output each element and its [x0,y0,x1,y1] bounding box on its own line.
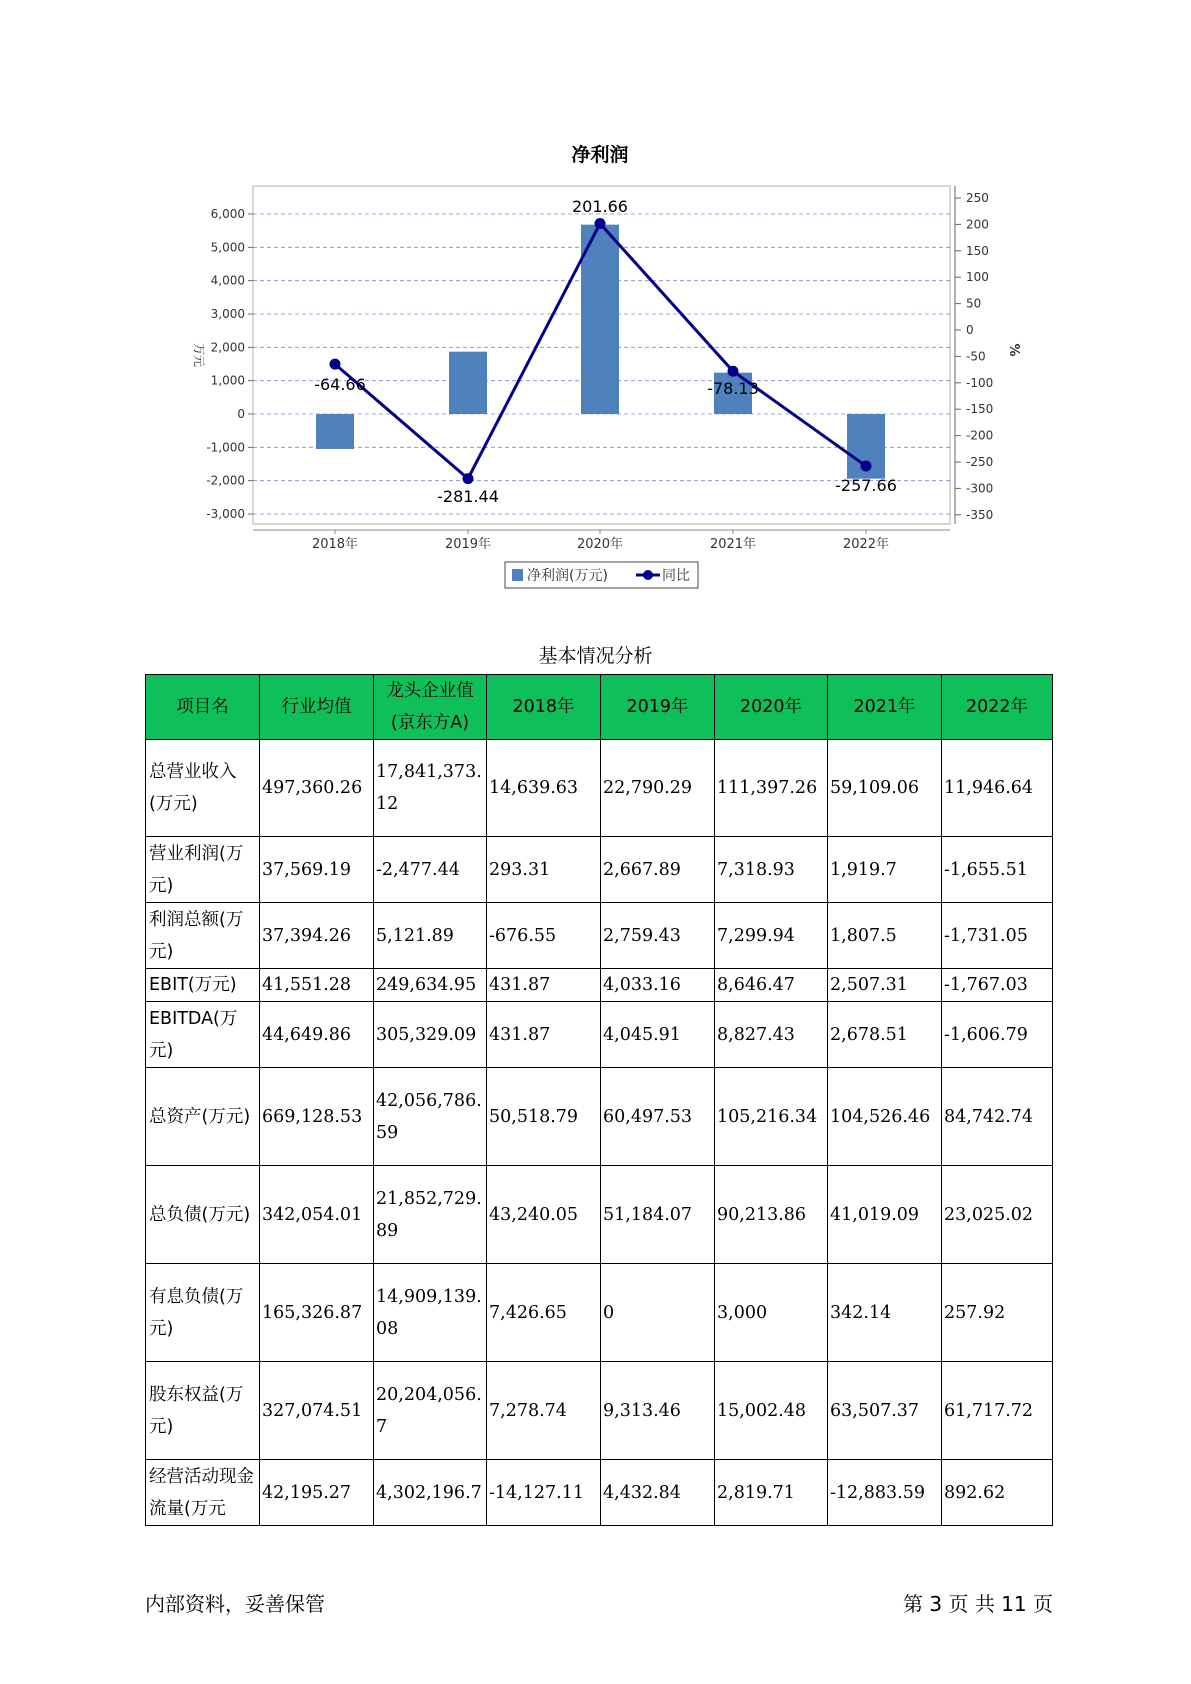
table-cell: 105,216.34 [715,1068,828,1166]
row-label: 有息负债(万元) [146,1264,260,1362]
table-row [146,903,1053,969]
table-cell: 342.14 [828,1264,942,1362]
bar [581,225,619,414]
table-row [146,1362,1053,1460]
row-label: 总资产(万元) [146,1068,260,1166]
table-cell: 51,184.07 [601,1166,715,1264]
table-cell: 41,551.28 [260,969,374,1002]
right-tick-label: 200 [966,217,989,232]
yoy-data-label: 201.66 [572,197,628,216]
left-tick-label: -2,000 [206,473,245,488]
footer-page-number: 第 3 页 共 11 页 [903,1592,1053,1616]
bar [449,352,487,414]
table-cell: 8,827.43 [715,1002,828,1068]
table-cell: 2,819.71 [715,1460,828,1526]
right-tick-label: -50 [966,349,986,364]
table-cell: 431.87 [487,969,601,1002]
table-cell: 7,426.65 [487,1264,601,1362]
table-cell: 892.62 [942,1460,1053,1526]
x-tick-label: 2018年 [311,537,359,552]
table-cell: 90,213.86 [715,1166,828,1264]
table-title: 基本情况分析 [538,645,653,667]
table-cell: 4,033.16 [601,969,715,1002]
x-tick-label: 2021年 [709,537,757,552]
table-cell: 20,204,056.7 [374,1362,487,1460]
left-tick-label: 3,000 [210,307,245,321]
right-tick-label: 250 [966,191,989,205]
row-label: 总营业收入(万元) [146,740,260,837]
table-cell: 4,432.84 [601,1460,715,1526]
table-header-row [146,675,1053,740]
table-cell: 59,109.06 [828,740,942,837]
table-cell: 2,507.31 [828,969,942,1002]
left-tick-label: 5,000 [210,240,245,255]
chart-svg [0,0,1191,600]
table-cell: 11,946.64 [942,740,1053,837]
row-label: 股东权益(万元) [146,1362,260,1460]
table-cell: 63,507.37 [828,1362,942,1460]
y-axis-label-right: % [1006,343,1021,357]
yoy-data-label: -64.66 [314,375,366,394]
table-cell: 1,919.7 [828,837,942,903]
table-row [146,837,1053,903]
table-cell: 14,639.63 [487,740,601,837]
table-row [146,1264,1053,1362]
table-cell: -1,655.51 [942,837,1053,903]
x-tick-label: 2019年 [444,537,492,552]
header-cell: 项目名 [146,675,260,740]
yoy-point [330,359,341,370]
table-row [146,1166,1053,1264]
table-cell: 44,649.86 [260,1002,374,1068]
table-cell: 305,329.09 [374,1002,487,1068]
table-cell: 21,852,729.89 [374,1166,487,1264]
table-cell: -12,883.59 [828,1460,942,1526]
table-cell: 15,002.48 [715,1362,828,1460]
table-cell: 43,240.05 [487,1166,601,1264]
table-cell: 2,759.43 [601,903,715,969]
header-cell: 2022年 [942,675,1053,740]
table-cell: 7,299.94 [715,903,828,969]
table-cell: 37,394.26 [260,903,374,969]
yoy-point [861,461,872,472]
table-cell: 37,569.19 [260,837,374,903]
legend-bar-label: 净利润(万元) [527,568,608,584]
left-tick-label: 0 [237,407,245,421]
table-cell: 1,807.5 [828,903,942,969]
table-cell: 7,278.74 [487,1362,601,1460]
table-cell: 3,000 [715,1264,828,1362]
table-cell: 431.87 [487,1002,601,1068]
right-tick-label: -350 [966,507,994,522]
header-cell: 行业均值 [260,675,374,740]
table-row [146,969,1053,1002]
header-cell: 龙头企业值(京东方A) [374,675,487,740]
right-tick-label: 0 [966,323,974,337]
table-row [146,740,1053,837]
table-cell: -1,731.05 [942,903,1053,969]
table-cell: 23,025.02 [942,1166,1053,1264]
table-cell: 22,790.29 [601,740,715,837]
right-tick-label: -100 [966,375,994,390]
y-axis-label-left: 万元 [192,342,206,368]
table-cell: 497,360.26 [260,740,374,837]
table-cell: 293.31 [487,837,601,903]
row-label: 总负债(万元) [146,1166,260,1264]
table-cell: -2,477.44 [374,837,487,903]
left-tick-label: 2,000 [210,340,245,355]
table-cell: -14,127.11 [487,1460,601,1526]
yoy-data-label: -281.44 [437,487,499,506]
table-cell: 4,045.91 [601,1002,715,1068]
table-cell: 2,678.51 [828,1002,942,1068]
table-cell: 104,526.46 [828,1068,942,1166]
header-cell: 2019年 [601,675,715,740]
table-cell: 327,074.51 [260,1362,374,1460]
table-cell: 257.92 [942,1264,1053,1362]
right-tick-label: -150 [966,402,994,417]
table-row [146,1002,1053,1068]
header-cell: 2021年 [828,675,942,740]
table-cell: 669,128.53 [260,1068,374,1166]
right-tick-label: 150 [966,243,989,258]
table-cell: 2,667.89 [601,837,715,903]
table-cell: 4,302,196.7 [374,1460,487,1526]
legend-bar-swatch [512,569,523,581]
yoy-point [463,473,474,484]
table-cell: 342,054.01 [260,1166,374,1264]
bar [316,414,354,449]
right-tick-label: 100 [966,270,989,285]
right-tick-label: -250 [966,455,994,469]
table-cell: -676.55 [487,903,601,969]
table-cell: 0 [601,1264,715,1362]
basic-analysis-table [145,674,1053,1526]
left-tick-label: 6,000 [210,207,245,221]
header-cell: 2018年 [487,675,601,740]
right-tick-label: 50 [966,296,982,311]
yoy-point [595,218,606,229]
table-cell: 61,717.72 [942,1362,1053,1460]
table-cell: 41,019.09 [828,1166,942,1264]
table-cell: 42,056,786.59 [374,1068,487,1166]
left-tick-label: -3,000 [206,507,245,521]
yoy-data-label: -78.13 [707,379,759,398]
left-tick-label: 1,000 [210,373,245,388]
table-cell: 9,313.46 [601,1362,715,1460]
row-label: EBITDA(万元) [146,1002,260,1068]
table-cell: 8,646.47 [715,969,828,1002]
row-label: 营业利润(万元) [146,837,260,903]
table-cell: 7,318.93 [715,837,828,903]
legend-line-label: 同比 [662,568,690,584]
net-profit-chart [0,0,1191,600]
table-cell: -1,767.03 [942,969,1053,1002]
legend-line-marker [643,570,653,580]
x-tick-label: 2020年 [576,537,624,552]
table-cell: 60,497.53 [601,1068,715,1166]
table-cell: 14,909,139.08 [374,1264,487,1362]
table-row [146,1460,1053,1526]
header-cell: 2020年 [715,675,828,740]
table-cell: 111,397.26 [715,740,828,837]
row-label: EBIT(万元) [146,969,260,1002]
table-cell: 5,121.89 [374,903,487,969]
left-tick-label: -1,000 [206,440,245,455]
table-cell: -1,606.79 [942,1002,1053,1068]
yoy-point [728,366,739,377]
row-label: 经营活动现金流量(万元 [146,1460,260,1526]
table-row [146,1068,1053,1166]
footer-confidential: 内部资料，妥善保管 [145,1592,325,1616]
left-tick-label: 4,000 [210,273,245,288]
table-cell: 84,742.74 [942,1068,1053,1166]
x-tick-label: 2022年 [842,537,890,552]
table-cell: 249,634.95 [374,969,487,1002]
row-label: 利润总额(万元) [146,903,260,969]
right-tick-label: -300 [966,481,994,496]
chart-title: 净利润 [571,144,629,166]
table-cell: 17,841,373.12 [374,740,487,837]
table-cell: 50,518.79 [487,1068,601,1166]
table-cell: 42,195.27 [260,1460,374,1526]
table-cell: 165,326.87 [260,1264,374,1362]
right-tick-label: -200 [966,428,994,443]
yoy-data-label: -257.66 [835,476,897,495]
